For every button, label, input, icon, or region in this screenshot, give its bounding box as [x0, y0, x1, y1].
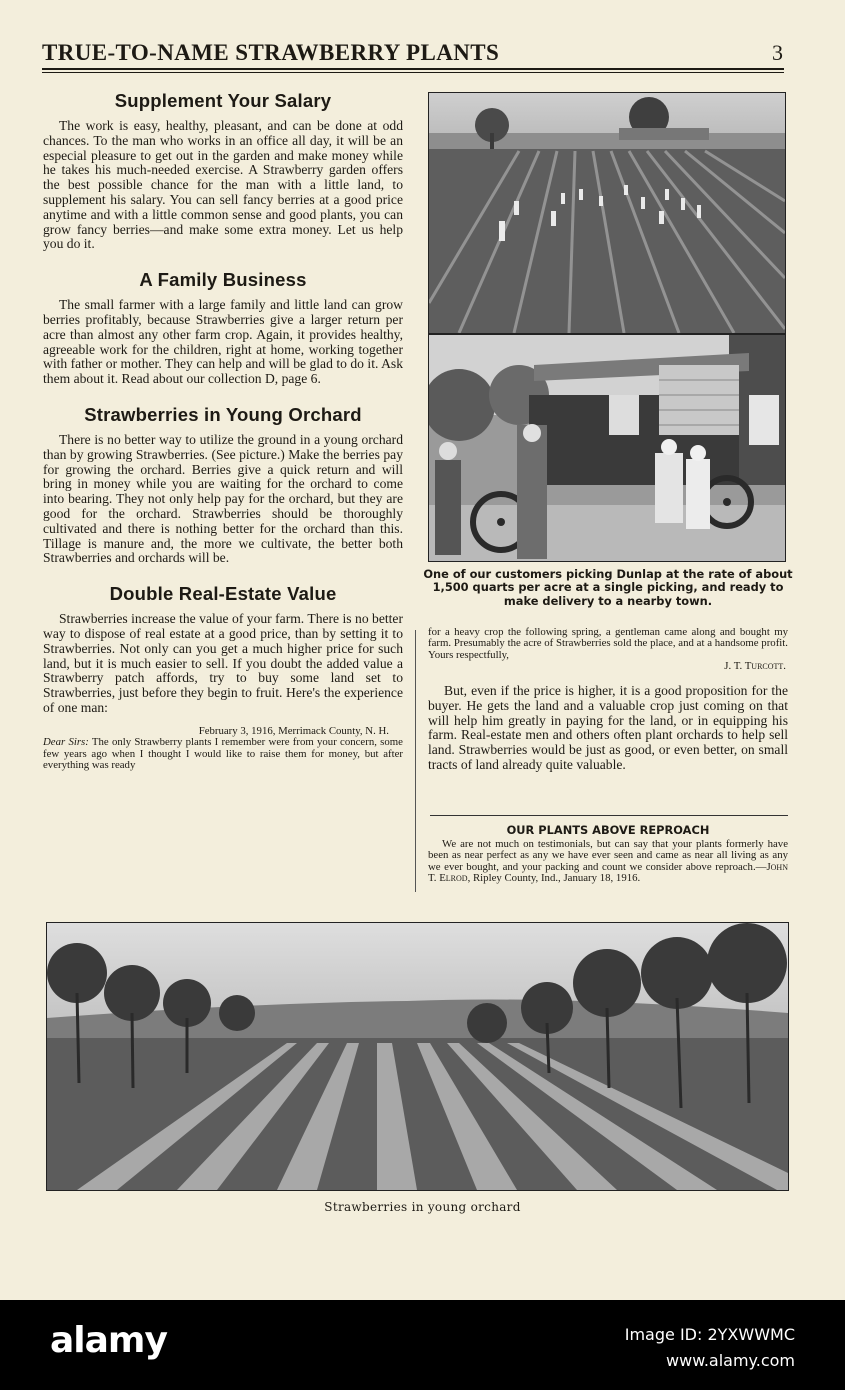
stock-image-id	[625, 1322, 795, 1374]
section-title: Strawberries in Young Orchard	[84, 403, 362, 425]
photo-caption-orchard: Strawberries in young orchard	[324, 1200, 521, 1214]
photo-caption-car: One of our customers picking Dunlap at the rate of about 1,500 quarts per acre at a single picking, and ready to make delivery to a nearby town.	[423, 567, 793, 608]
header-rule-thin	[42, 72, 784, 73]
section-young-orchard	[43, 404, 403, 566]
reproach-title: OUR PLANTS ABOVE REPROACH	[506, 823, 710, 837]
letter-continuation	[428, 627, 788, 673]
section-body: There is no better way to utilize the ground in a young orchard than by growing Strawberries. (See picture.) Make the berries pay for growing the orchard. Berries give a quick return and will bring in money while you are waiting for the orchard to come into bearing. They not only help pay for the orchard, but they are good for the orchard. Strawberries should be thoroughly cultivated and there is nothing better for the orchard than this. Tillage is manure and, the more we cultivate, the better both Strawberries and orchards will be.	[43, 431, 403, 566]
stock-site-url: www.alamy.com	[666, 1351, 795, 1370]
stock-logo: alamy	[50, 1320, 167, 1361]
reproach-body: We are not much on testimonials, but can say that your plants formerly have been as near perfect as any we have ever seen and came as near all living as any we ever bought, and your packing and count we consider above reproach.—	[428, 838, 788, 873]
header-rule	[42, 68, 784, 70]
section-title: Supplement Your Salary	[114, 90, 332, 111]
section-supplement-salary	[43, 90, 403, 252]
section-body: Strawberries increase the value of your farm. There is no better way to dispose of real estate at a good price, than by setting it to Strawberries. Not only can you get a much higher price for such land, but it is much easier to sell. If you doubt the added value a Strawberry patch affords, try to buy some land set to Strawberries, just before they begin to fruit. Here's the experience of one man:	[43, 611, 403, 715]
page-header-title: TRUE-TO-NAME STRAWBERRY PLANTS	[42, 40, 500, 65]
right-column-paragraph: But, even if the price is higher, it is a good proposition for the buyer. He gets the land and a valuable crop just coming on that will help him greatly in paying for the land, or in equipping his farm. Real-estate men and others often plant orchards to help sell land. Strawberries would be just as good, or even better, on small tracts of land already quite valuable.	[428, 683, 788, 772]
stock-footer-bar	[0, 1300, 845, 1390]
reproach-place: , Ripley County, Ind., January 18, 1916.	[467, 872, 641, 885]
section-title: Double Real-Estate Value	[109, 583, 337, 605]
reproach-text	[428, 839, 788, 885]
section-body: The small farmer with a large family and little land can grow berries profitably, because Strawberries give a larger return per acre than almost any other farm crop. Again, it provides healthy, agreeable work for the children, right at home, working together with father or mother. They can help and will be glad to do it. Ask them about it. Read about our collection D, page 6.	[43, 297, 403, 387]
photo-car-delivery	[428, 334, 786, 562]
image-id-text: Image ID: 2YXWWMC	[624, 1325, 795, 1344]
section-rule	[430, 815, 788, 816]
column-divider	[415, 630, 416, 892]
page-number: 3	[772, 40, 783, 65]
section-body: The work is easy, healthy, pleasant, and can be done at odd chances. To the man who works in an office all day, it will be an especial pleasure to get out in the garden and make money while he takes his much-needed exercise. A Strawberry garden offers the best possible chance for the man with a little land, to supplement his salary. You can sell fancy berries at a good price anytime and with a little common sense and good plants, you can grow fancy berries—and make some extra money. Let us help you do it.	[43, 118, 403, 252]
letter-salutation: Dear Sirs:	[43, 736, 89, 749]
photo-strawberry-field	[428, 92, 786, 334]
testimonial-letter	[43, 726, 403, 772]
right-column-text-block	[428, 684, 788, 773]
letter-signature: J. T. Turcott.	[724, 660, 786, 673]
left-column	[43, 90, 403, 788]
photo-young-orchard	[46, 922, 789, 1191]
section-real-estate	[43, 583, 403, 771]
letter-date: February 3, 1916, Merrimack County, N. H.	[198, 724, 389, 737]
section-family-business	[43, 269, 403, 387]
section-title: A Family Business	[139, 269, 307, 291]
letter-body-right: for a heavy crop the following spring, a gentleman came along and bought my farm. Presumably the acre of Strawberries sold the place, and at a handsome profit. Yours respectfully,	[428, 626, 788, 661]
reproach-signature: John T. Elrod	[428, 860, 788, 885]
letter-body-left: The only Strawberry plants I remember were from your concern, some few years ago when I thought I would like to raise them for money, but after everything was ready	[43, 736, 403, 771]
